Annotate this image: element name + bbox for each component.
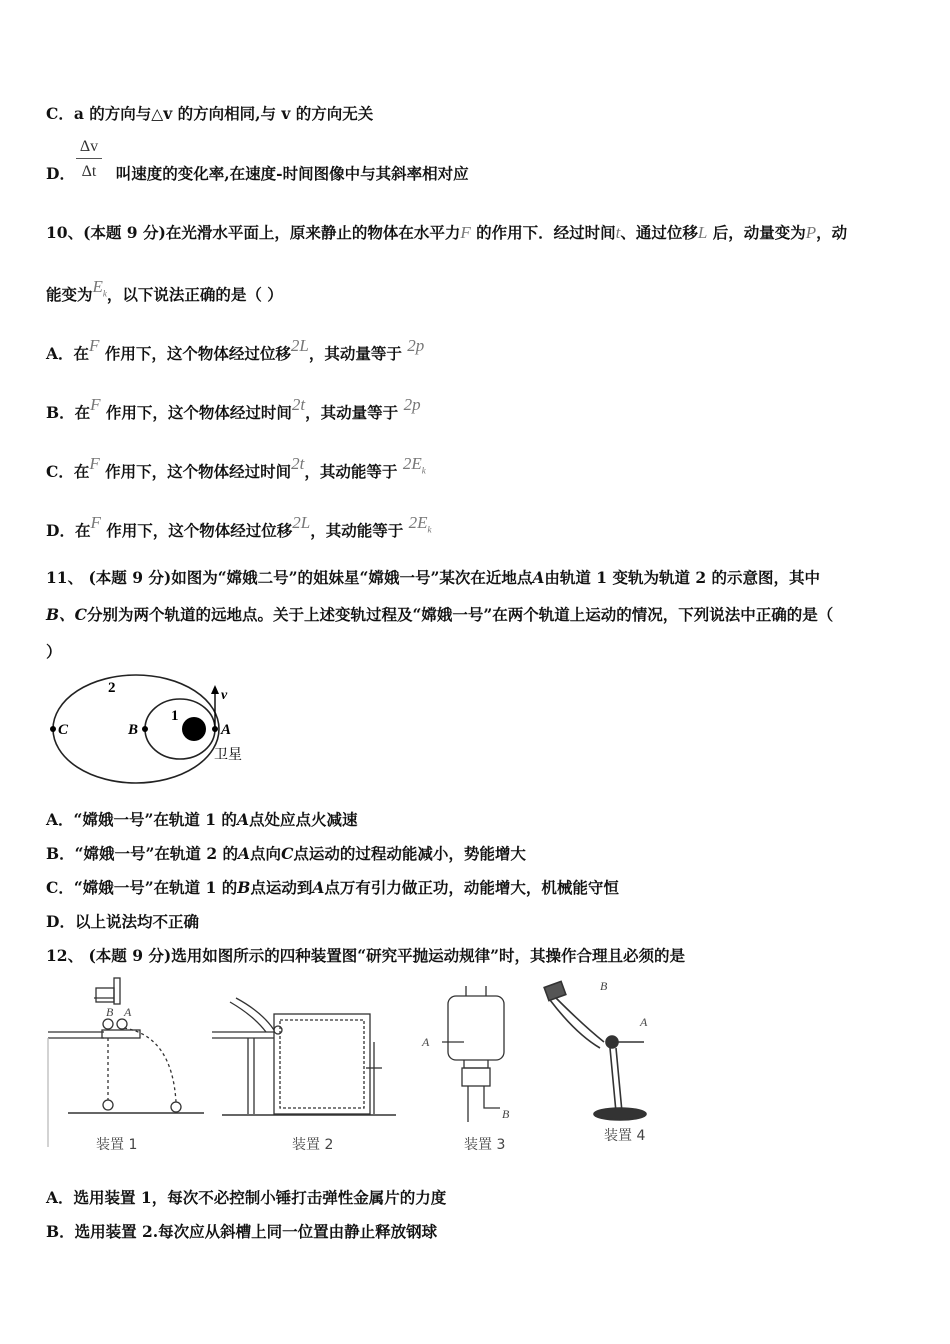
option-text: ，其动能等于 [304,462,398,481]
math-2Ek [402,454,426,476]
q10-stem-line2 [46,277,283,306]
q11-option-d: D．以上说法均不正确 [46,912,199,931]
q12-option-a: A．选用装置 1，每次不必控制小锤打击弹性金属片的力度 [46,1188,447,1207]
q9-option-d-letter: D． [46,164,75,183]
math-2Ek [408,513,432,535]
q12-option-b: B．选用装置 2.每次应从斜槽上同一位置由静止释放钢球 [46,1222,438,1241]
apparatus-3 [442,986,504,1122]
q10-option-a [46,336,425,364]
apparatus-4-label-B: B [600,979,608,993]
option-text: B．“嫦娥一号”在轨道 2 的 [46,844,239,863]
q10-option-d [46,513,432,542]
q11-stem-part: 由轨道 1 变轨为轨道 2 的示意图，其中 [544,568,821,587]
q9-option-d [46,162,469,184]
delta-v-over-delta-t-fraction [76,138,102,181]
q9-option-c: C．a 的方向与△v 的方向相同,与 v 的方向无关 [46,104,374,123]
symbol-k: k [102,288,107,299]
apparatus-4-caption: 装置 4 [604,1128,646,1144]
option-text: 点运动的过程动能减小，势能增大 [293,844,526,863]
math-2E: 2E [402,454,422,473]
q11-stem-line1 [46,566,820,588]
option-text: 点万有引力做正功，动能增大，机械能守恒 [324,878,619,897]
symbol-F: F [90,395,101,414]
apparatus-3-caption: 装置 3 [464,1137,506,1153]
math-2t: 2t [291,454,305,473]
apparatus-2 [212,998,396,1115]
symbol-F: F [90,513,101,532]
option-text: 点处应点火减速 [248,810,358,829]
q11-stem-line3: ） [46,642,62,661]
math-2p: 2p [403,395,421,414]
symbol-F: F [89,454,100,473]
option-text: B．在 [46,403,91,422]
q11-option-b [46,842,526,864]
apparatus-1-caption: 装置 1 [96,1137,138,1153]
symbol-E: E [92,277,103,296]
option-text: 点运动到 [250,878,313,897]
orbit-diagram [44,670,264,790]
symbol-k: k [421,465,426,476]
label-satellite: 卫星 [214,747,242,763]
apparatus-2-caption: 装置 2 [292,1137,334,1153]
apparatus-4-label-A: A [640,1015,648,1029]
q9-option-d-text: 叫速度的变化率,在速度-时间图像中与其斜率相对应 [115,164,469,183]
q10-stem-part: 后，动量变为 [712,223,806,242]
fraction-numerator: Δv [76,138,102,159]
q10-stem-part: ，以下说法正确的是（ ） [106,285,283,304]
q10-option-b [46,395,421,423]
point-A: A [236,810,249,829]
velocity-arrow-head [211,685,219,694]
math-2L: 2L [292,513,311,532]
q11-stem-part: 11、 (本题 9 分)如图为“嫦娥二号”的姐妹星“嫦娥一号”某次在近地点 [46,568,533,587]
q10-stem-part: 能变为 [46,285,93,304]
symbol-P: P [805,223,817,242]
orbit-2-label: 2 [108,680,116,696]
option-text: ，其动能等于 [310,521,404,540]
apparatus-4 [544,981,646,1120]
math-2p: 2p [407,336,425,355]
option-text: C．“嫦娥一号”在轨道 1 的 [46,878,238,897]
q11-option-c [46,876,619,898]
point-C: C [281,844,294,863]
option-text: 作用下，这个物体经过位移 [104,344,291,363]
symbol-k: k [427,524,432,535]
point-C-dot [50,726,56,732]
apparatus-3-label-A: A [422,1035,430,1049]
orbit-1-label: 1 [171,708,179,724]
q11-option-a [46,808,357,830]
q11-stem-part: 分别为两个轨道的远地点。关于上述变轨过程及“嫦娥一号”在两个轨道上运动的情况，下列说法中正确的是（ [86,605,834,624]
fraction-denominator: Δt [81,163,97,180]
q12-stem: 12、 (本题 9 分)选用如图所示的四种装置图“研究平抛运动规律”时，其操作合理且必须的是 [46,946,686,965]
apparatus-1-label-A: A [124,1005,132,1019]
label-B: B [128,722,139,738]
option-text: 点向 [250,844,282,863]
points-B-C: B、C [46,605,87,624]
math-2t: 2t [291,395,306,414]
symbol-L: L [697,223,708,242]
option-text: A．“嫦娥一号”在轨道 1 的 [46,810,237,829]
option-text: 作用下，这个物体经过时间 [105,462,292,481]
apparatus-3-label-B: B [502,1107,510,1121]
apparatus-figure [44,972,664,1160]
q10-stem-part: 、通过位移 [620,223,698,242]
point-A: A [312,878,325,897]
q10-stem-part: ，动 [816,223,848,242]
math-2E: 2E [408,513,428,532]
symbol-Ek [92,277,107,299]
math-2L: 2L [290,336,309,355]
point-B-dot [142,726,148,732]
option-text: C．在 [46,462,90,481]
option-text: A．在 [46,344,90,363]
symbol-t: t [615,223,621,242]
symbol-F: F [89,336,100,355]
option-text: ，其动量等于 [305,403,399,422]
option-text: 作用下，这个物体经过位移 [106,521,293,540]
earth [182,717,206,741]
q10-stem-part: 的作用下．经过时间 [476,223,616,242]
symbol-F: F [460,223,471,242]
point-A: A [532,568,545,587]
q10-stem-line1 [46,221,847,243]
option-text: 作用下，这个物体经过时间 [105,403,292,422]
point-B: B [237,878,251,897]
q10-stem-part: 10、(本题 9 分)在光滑水平面上，原来静止的物体在水平力 [46,223,461,242]
apparatus-1-label-B: B [106,1005,114,1019]
option-text: ，其动量等于 [308,344,402,363]
label-v: v [221,688,228,703]
point-A: A [238,844,251,863]
label-A: A [221,722,232,738]
q10-option-c [46,454,426,483]
label-C: C [58,722,69,738]
apparatus-1 [48,978,204,1147]
option-text: D．在 [46,521,91,540]
q11-stem-line2 [46,603,833,625]
